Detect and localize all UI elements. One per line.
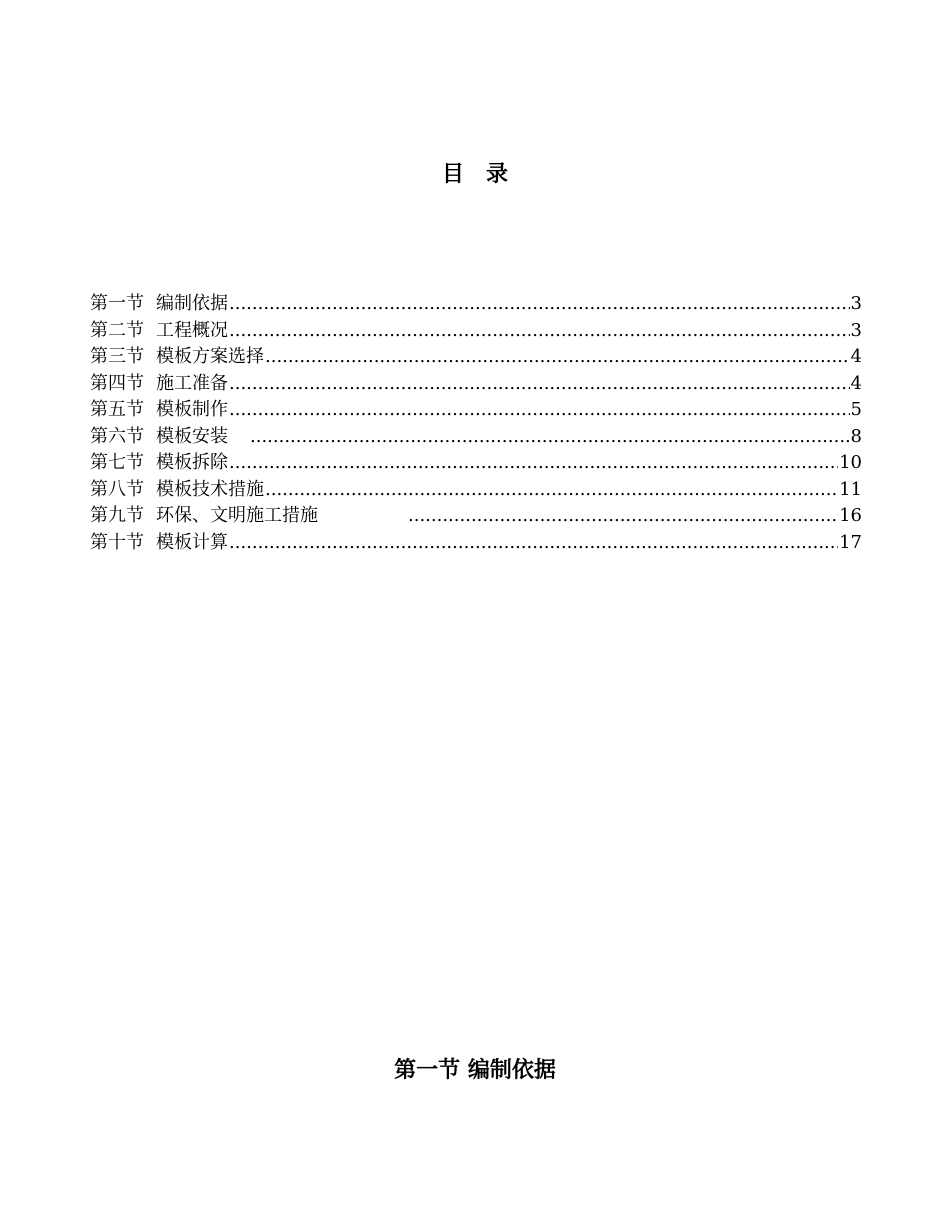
toc-page-number: 10 <box>839 452 862 473</box>
toc-entry[interactable] <box>90 397 862 424</box>
toc-section-number: 第二节 <box>90 319 144 341</box>
toc-page-number: 5 <box>850 399 862 420</box>
toc-page-number: 11 <box>839 478 862 500</box>
toc-page-number: 4 <box>850 372 862 394</box>
toc-section-name: 工程概况 <box>156 319 228 341</box>
toc-section-number: 第七节 <box>90 452 144 473</box>
toc-leader-dots <box>229 530 838 557</box>
toc-leader-dots <box>265 477 838 504</box>
toc-leader-dots <box>229 450 838 477</box>
toc-section-number: 第六节 <box>90 425 144 447</box>
toc-section-number: 第四节 <box>90 372 144 394</box>
toc-section-name: 编制依据 <box>156 293 228 314</box>
toc-section-number: 第九节 <box>90 505 144 526</box>
toc-entry[interactable] <box>90 344 862 371</box>
toc-leader-dots <box>408 503 838 530</box>
toc-leader-dots <box>229 291 850 318</box>
toc-section-name: 模板方案选择 <box>156 346 264 367</box>
toc-leader-dots <box>229 318 850 345</box>
toc-page-number: 3 <box>850 293 862 314</box>
section-heading: 第一节 编制依据 <box>394 1057 556 1083</box>
toc-section-number: 第五节 <box>90 399 144 420</box>
toc-entry[interactable] <box>90 424 862 451</box>
toc-entry[interactable] <box>90 318 862 345</box>
toc-section-name: 施工准备 <box>156 372 228 394</box>
toc-page-number: 3 <box>850 319 862 341</box>
toc-leader-dots <box>229 371 850 398</box>
toc-section-number: 第三节 <box>90 346 144 367</box>
toc-section-name: 模板计算 <box>156 531 228 553</box>
table-of-contents <box>90 291 862 556</box>
toc-section-number: 第十节 <box>90 531 144 553</box>
toc-section-name: 模板安装 <box>156 425 228 447</box>
toc-section-name: 环保、文明施工措施 <box>156 505 318 526</box>
toc-entry[interactable] <box>90 477 862 504</box>
toc-title: 目 录 <box>441 161 508 187</box>
toc-leader-dots <box>250 424 850 451</box>
toc-entry[interactable] <box>90 371 862 398</box>
toc-page-number: 8 <box>850 425 862 447</box>
toc-entry[interactable] <box>90 503 862 530</box>
toc-page-number: 17 <box>839 531 862 553</box>
toc-section-name: 模板技术措施 <box>156 478 264 500</box>
toc-page-number: 4 <box>850 346 862 367</box>
toc-leader-dots <box>229 397 850 424</box>
toc-entry[interactable] <box>90 291 862 318</box>
toc-section-name: 模板拆除 <box>156 452 228 473</box>
toc-entry[interactable] <box>90 450 862 477</box>
toc-section-name: 模板制作 <box>156 399 228 420</box>
toc-section-number: 第一节 <box>90 293 144 314</box>
toc-leader-dots <box>265 344 850 371</box>
toc-page-number: 16 <box>839 505 862 526</box>
toc-section-number: 第八节 <box>90 478 144 500</box>
toc-entry[interactable] <box>90 530 862 557</box>
